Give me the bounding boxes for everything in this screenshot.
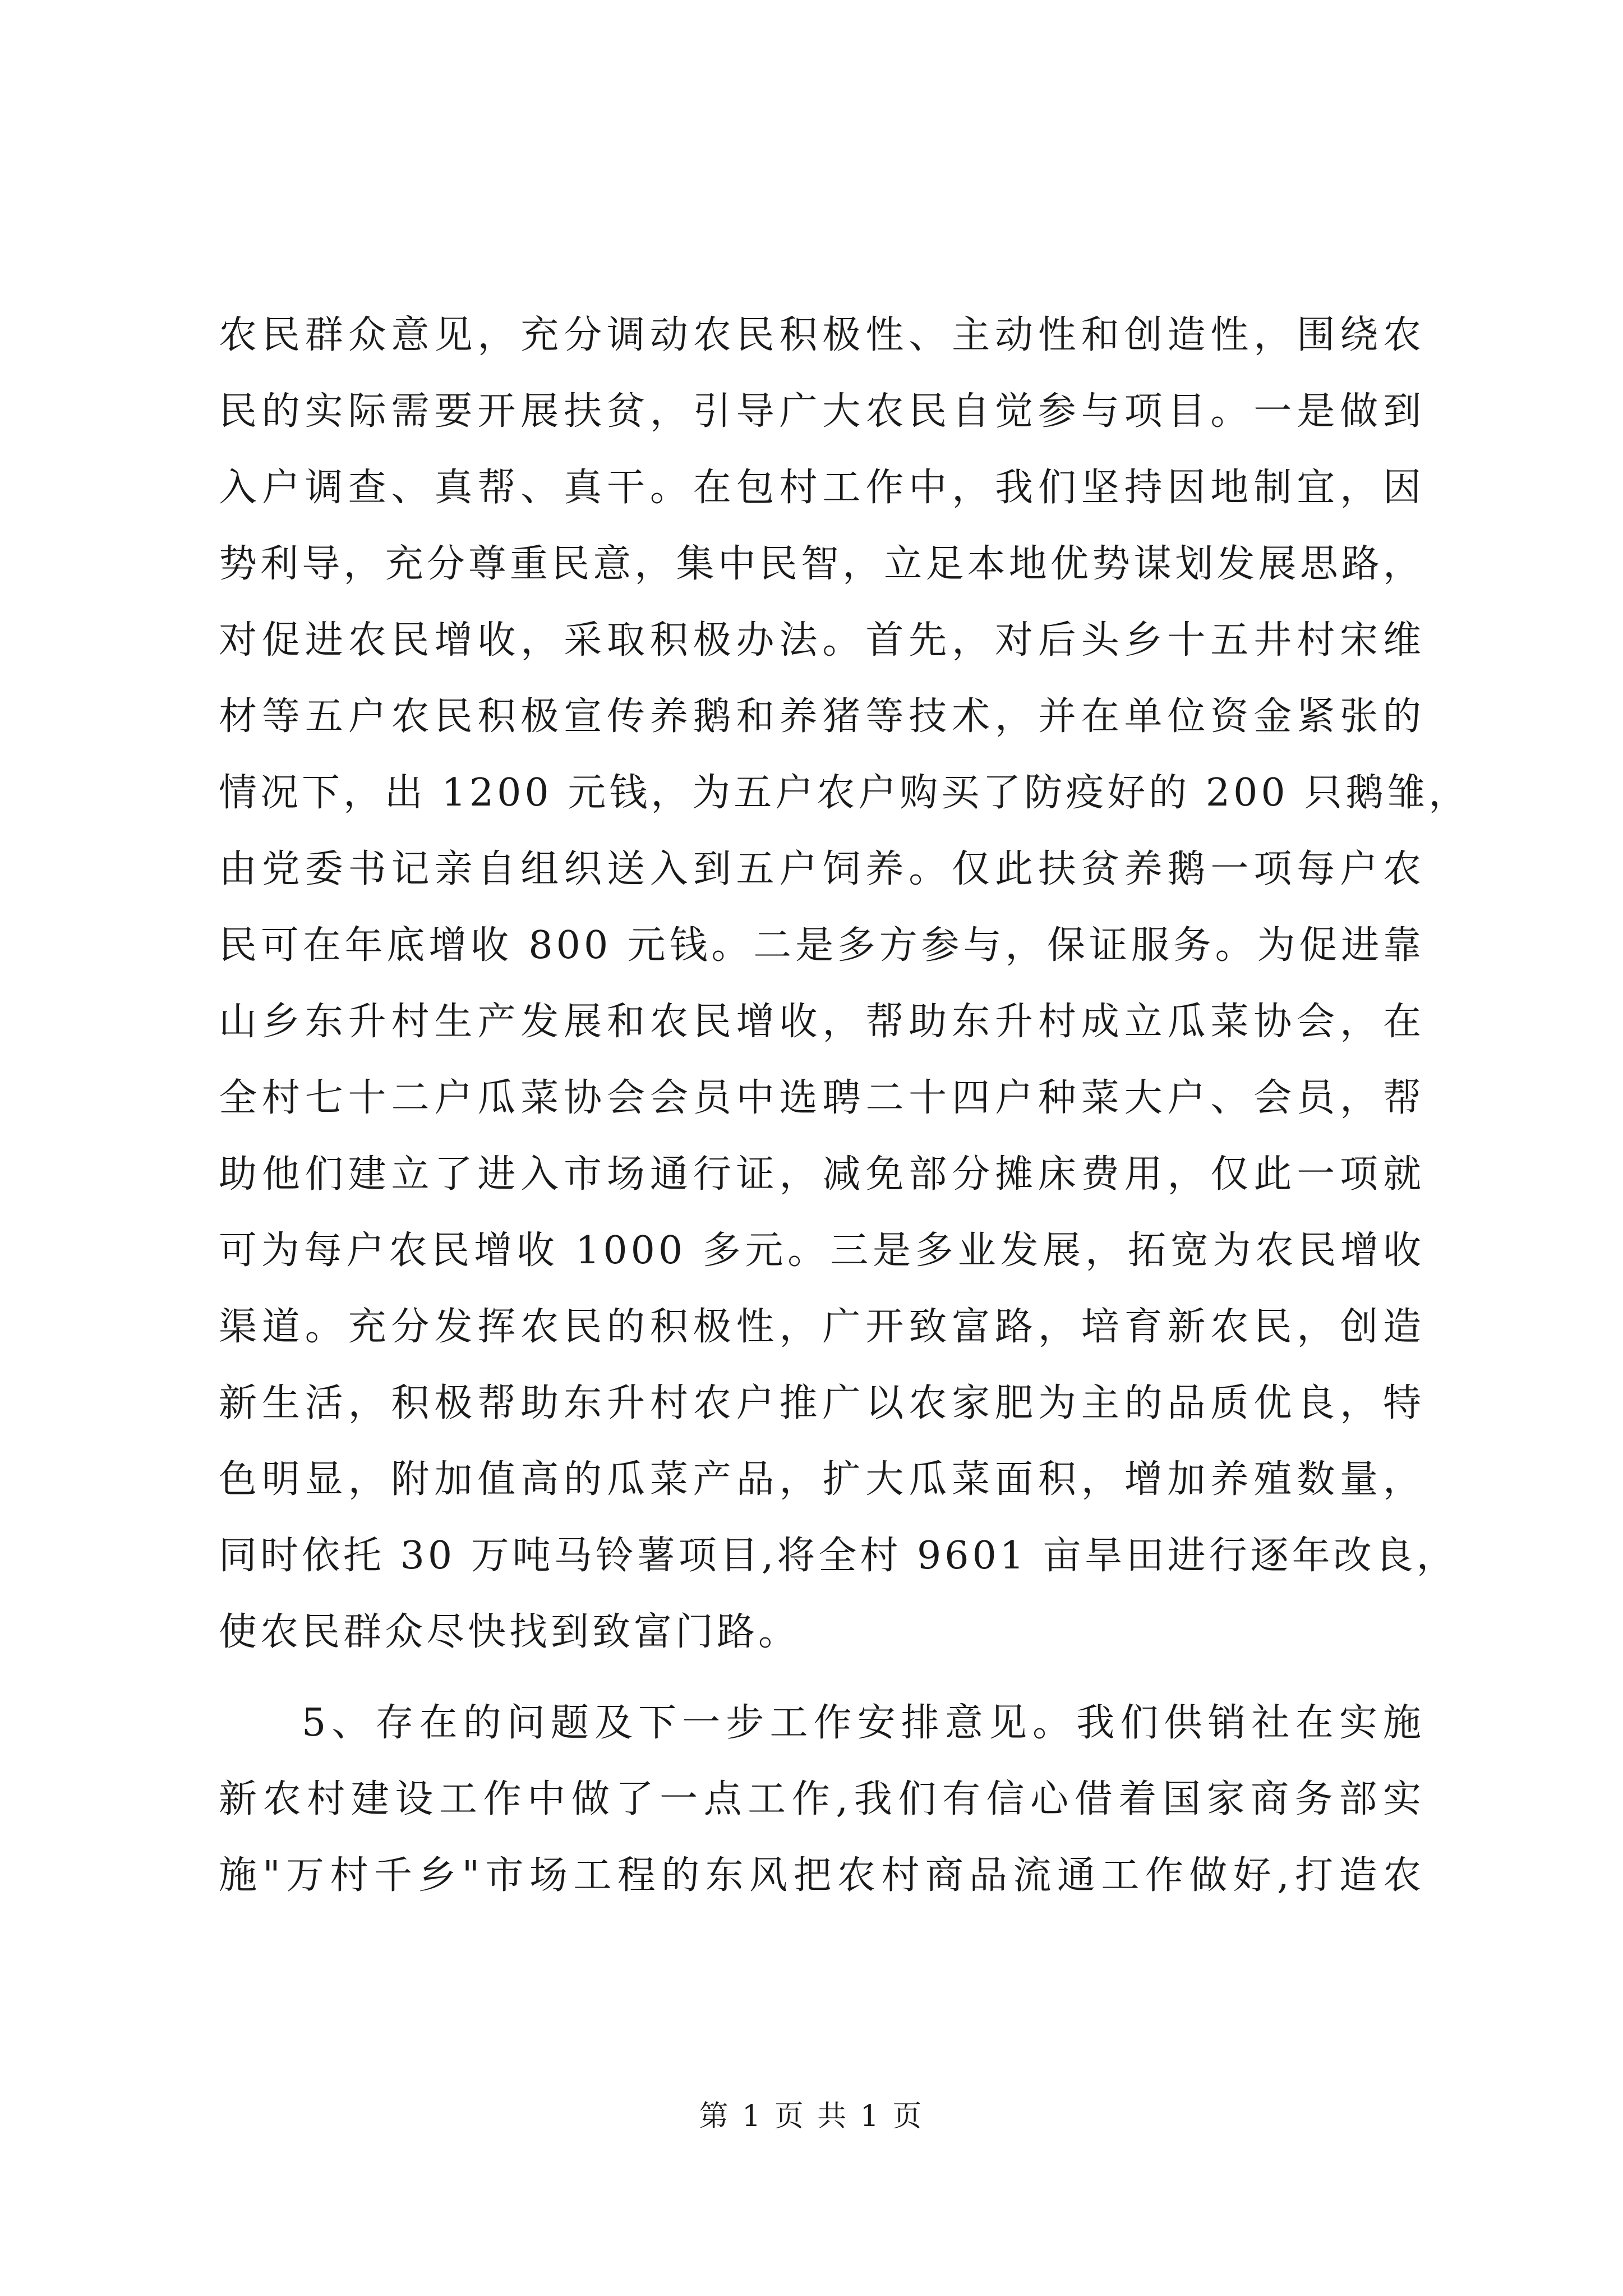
text-line: 5、存在的问题及下一步工作安排意见。我们供销社在实施 xyxy=(302,1701,1424,1745)
text-line: 施"万村千乡"市场工程的东风把农村商品流通工作做好,打造农 xyxy=(219,1853,1424,1898)
text-line: 材等五户农民积极宣传养鹅和养猪等技术，并在单位资金紧张的 xyxy=(219,694,1424,739)
text-line: 山乡东升村生产发展和农民增收，帮助东升村成立瓜菜协会，在 xyxy=(219,1000,1424,1044)
paragraph-1 xyxy=(219,297,1470,1671)
page-number-label: 第 1 页 共 1 页 xyxy=(699,2100,924,2133)
text-line: 对促进农民增收，采取积极办法。首先，对后头乡十五井村宋维 xyxy=(219,618,1424,662)
page-footer xyxy=(0,2092,1623,2134)
text-line: 渠道。充分发挥农民的积极性，广开致富路，培育新农民，创造 xyxy=(219,1305,1424,1349)
text-line: 情况下，出 1200 元钱，为五户农户购买了防疫好的 200 只鹅雏， xyxy=(219,771,1470,815)
text-line: 农民群众意见，充分调动农民积极性、主动性和创造性，围绕农 xyxy=(219,313,1424,357)
text-line: 新生活，积极帮助东升村农户推广以农家肥为主的品质优良，特 xyxy=(219,1381,1424,1425)
body-text xyxy=(219,297,1470,1914)
text-line: 由党委书记亲自组织送入到五户饲养。仅此扶贫养鹅一项每户农 xyxy=(219,847,1424,891)
text-line: 势利导，充分尊重民意，集中民智，立足本地优势谋划发展思路， xyxy=(219,542,1424,586)
text-line: 助他们建立了进入市场通行证，减免部分摊床费用，仅此一项就 xyxy=(219,1152,1424,1197)
text-line: 使农民群众尽快找到致富门路。 xyxy=(219,1610,800,1654)
text-line: 可为每户农民增收 1000 多元。三是多业发展，拓宽为农民增收 xyxy=(219,1228,1424,1273)
text-line: 色明显，附加值高的瓜菜产品，扩大瓜菜面积，增加养殖数量， xyxy=(219,1457,1424,1502)
text-line: 同时依托 30 万吨马铃薯项目,将全村 9601 亩旱田进行逐年改良， xyxy=(219,1534,1458,1578)
text-line: 新农村建设工作中做了一点工作,我们有信心借着国家商务部实 xyxy=(219,1777,1424,1821)
text-line: 民可在年底增收 800 元钱。二是多方参与，保证服务。为促进靠 xyxy=(219,923,1424,968)
text-line: 民的实际需要开展扶贫，引导广大农民自觉参与项目。一是做到 xyxy=(219,389,1424,434)
paragraph-2 xyxy=(219,1685,1424,1914)
text-line: 入户调查、真帮、真干。在包村工作中，我们坚持因地制宜，因 xyxy=(219,466,1424,510)
text-line: 全村七十二户瓜菜协会会员中选聘二十四户种菜大户、会员，帮 xyxy=(219,1076,1424,1120)
